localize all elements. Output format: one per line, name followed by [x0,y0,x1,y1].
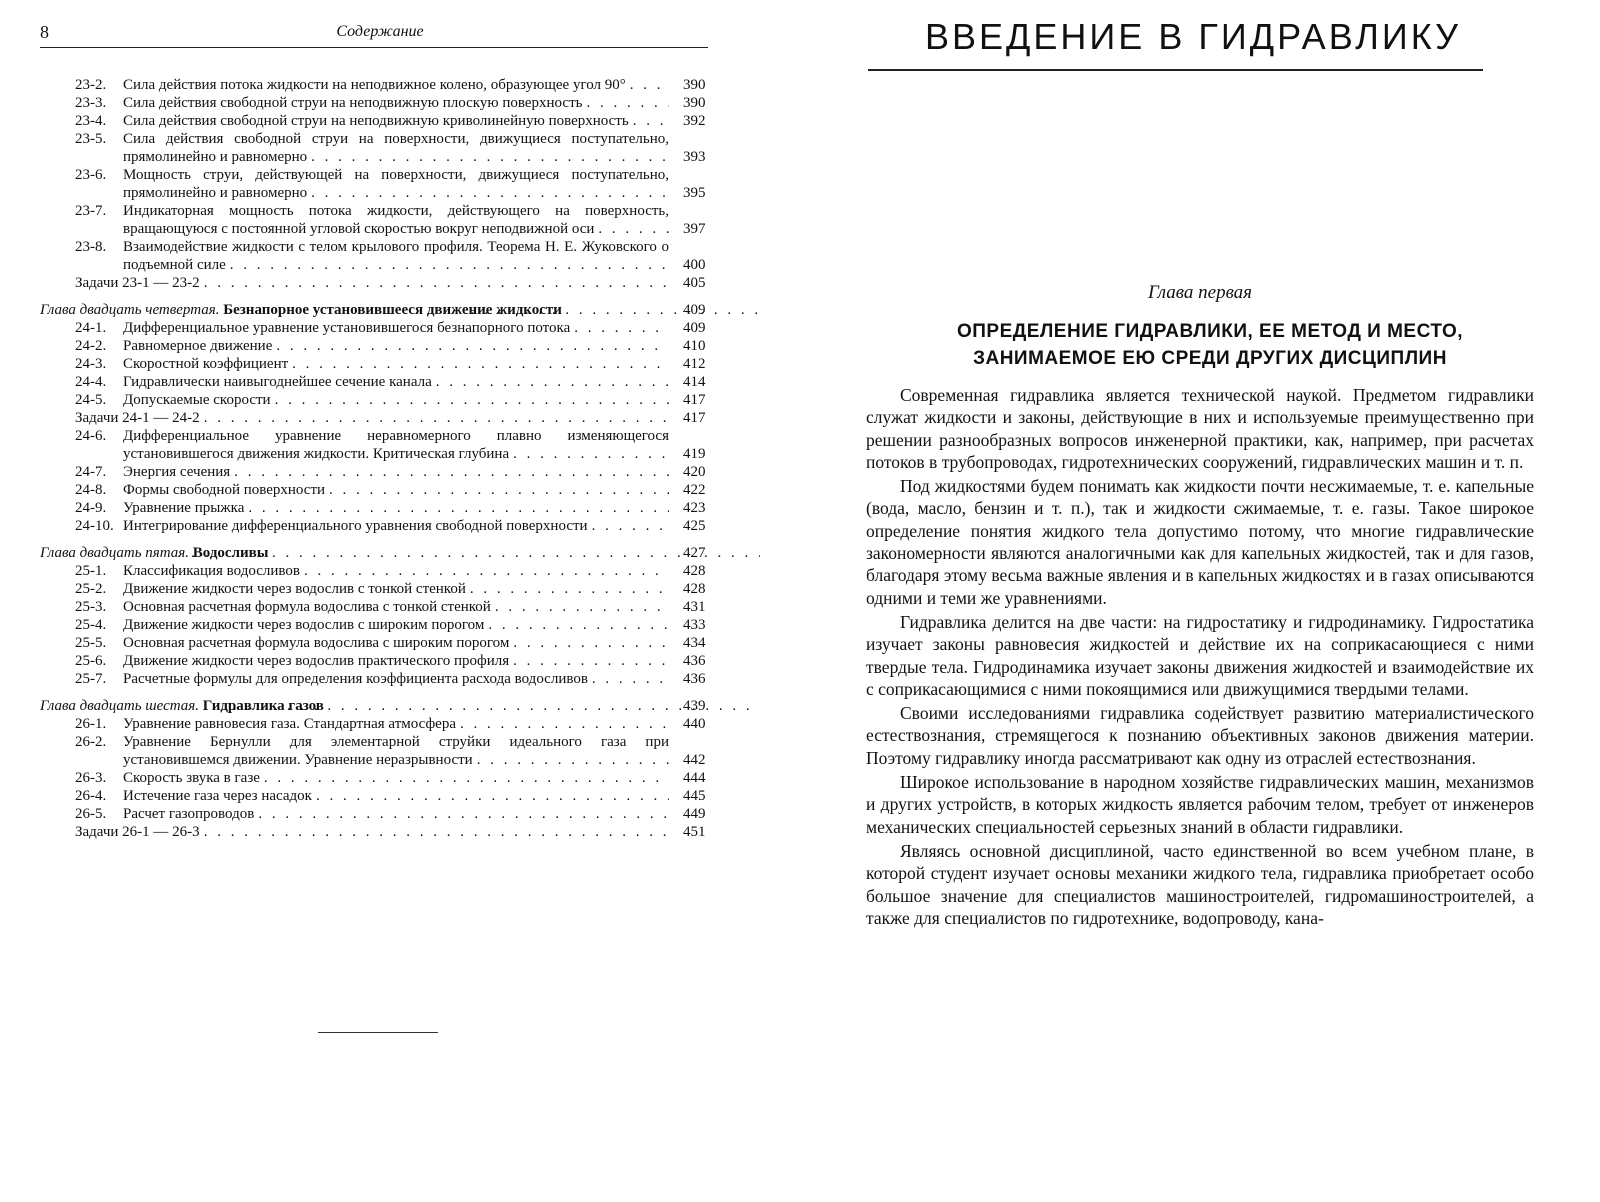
toc-entry [0,238,760,274]
table-of-contents [0,76,760,841]
page-ref: 439 [683,698,706,714]
toc-text [123,391,669,409]
toc-text [123,463,669,481]
header-rule [40,47,708,48]
section-title: Уравнение прыжка . . . [123,500,244,516]
chapter-title [880,318,1540,372]
section-number: 24-9. [75,500,107,516]
page-ref: 427 [683,545,706,561]
running-head: Содержание [336,23,424,40]
toc-entry [0,481,760,499]
section-title: Задачи 26-1 — 26-3 . . . [75,824,200,840]
toc-entry [0,319,760,337]
toc-entry [0,202,760,238]
page-ref: 434 [683,635,706,651]
toc-entry [0,274,760,292]
section-number: 26-1. [75,716,107,732]
section-title: Движение жидкости через водослив с широким порогом . . . [123,617,484,633]
chapter-label: Глава двадцать четвертая. [40,302,220,318]
toc-entry [0,634,760,652]
page-ref: 445 [683,788,706,804]
chapter-name: Водосливы [192,545,269,561]
page-ref: 397 [683,221,706,237]
toc-text [123,238,669,274]
toc-text [123,337,669,355]
toc-text [123,94,669,112]
section-number: 23-4. [75,113,107,129]
toc-entry [0,355,760,373]
section-number: 25-5. [75,635,107,651]
part-title: ВВЕДЕНИЕ В ГИДРАВЛИКУ [925,16,1462,57]
section-title: Взаимодействие жидкости с телом крылового профиля. Теорема Н. Е. Жуковского о подъемной силе . . . [123,239,669,273]
section-number: 25-2. [75,581,107,597]
section-title: Энергия сечения . . . [123,464,230,480]
toc-text [123,652,669,670]
toc-entry [0,787,760,805]
toc-entry [0,733,760,769]
page-ref: 417 [683,392,706,408]
toc-text [40,301,760,319]
section-title: Уравнение Бернулли для элементарной струйки идеального газа при установившемся движении. Уравнение неразрывности . . . [123,734,669,768]
toc-entry [0,166,760,202]
toc-text [123,481,669,499]
page-ref: 412 [683,356,706,372]
page-ref: 390 [683,77,706,93]
page-ref: 431 [683,599,706,615]
section-title: Основная расчетная формула водослива с тонкой стенкой . . . [123,599,491,615]
chapter-number: Глава первая [1147,282,1253,303]
section-title: Допускаемые скорости . . . [123,392,271,408]
page-number: 8 [40,22,49,42]
page-ref: 392 [683,113,706,129]
section-title: Скоростной коэффициент . . . [123,356,288,372]
section-title: Сила действия свободной струи на поверхности, движущиеся поступательно, прямолинейно и равномерно . . . [123,131,669,165]
toc-text [123,112,669,130]
page-ref: 409 [683,320,706,336]
page-ref: 414 [683,374,706,390]
toc-text [123,670,669,688]
toc-entry [0,580,760,598]
page-ref: 395 [683,185,706,201]
page-ref: 422 [683,482,706,498]
toc-text [123,616,669,634]
section-number: 24-2. [75,338,107,354]
toc-text [123,598,669,616]
section-number: 23-7. [75,203,107,219]
toc-chapter [0,697,760,715]
paragraph: Под жидкостями будем понимать как жидкости почти несжимаемые, т. е. капельные (вода, масло, бензин и т. п.), так и жидкости сжимаемые, т. е. газы. Такое широкое определение понятия жидкого тела допустимо потому, что многие гидравлические закономерности являются аналогичными как для капельных жидкостей, так и для газов, благодаря этому весьма важные явления и в капельных жидкостях и в газах описываются одними и теми же уравнениями. [866,476,1534,608]
section-number: 24-8. [75,482,107,498]
toc-entry [0,598,760,616]
page-ref: 417 [683,410,706,426]
section-title: Скорость звука в газе . . . [123,770,260,786]
page-ref: 451 [683,824,706,840]
section-title: Задачи 24-1 — 24-2 . . . [75,410,200,426]
page-ref: 420 [683,464,706,480]
toc-text [40,697,760,715]
section-title: Гидравлически наивыгоднейшее сечение канала . . . [123,374,432,390]
toc-entry [0,517,760,535]
toc-text [123,769,669,787]
toc-text [123,517,669,535]
toc-entry [0,112,760,130]
page-ref: 405 [683,275,706,291]
toc-entry [0,373,760,391]
toc-chapter [0,301,760,319]
toc-entry [0,463,760,481]
page-ref: 400 [683,257,706,273]
section-title: Сила действия свободной струи на неподвижную плоскую поверхность . . . [123,95,582,111]
toc-text [123,373,669,391]
toc-text [123,319,669,337]
toc-text [75,409,669,427]
toc-text [123,499,669,517]
page-ref: 390 [683,95,706,111]
chapter-name: Гидравлика газов [202,698,324,714]
page-ref: 419 [683,446,706,462]
section-title: Формы свободной поверхности . . . [123,482,325,498]
toc-entry [0,670,760,688]
section-title: Дифференциальное уравнение неравномерного плавно изменяющегося установившегося движения жидкости. Критическая глубина . . . [123,428,669,462]
toc-text [123,787,669,805]
end-rule [318,1032,438,1033]
toc-text [123,562,669,580]
toc-text [123,130,669,166]
section-number: 25-4. [75,617,107,633]
section-number: 26-5. [75,806,107,822]
section-title: Индикаторная мощность потока жидкости, действующего на поверхность, вращающуюся с постоянной угловой скоростью вокруг неподвижной оси . . . [123,203,669,237]
page-ref: 433 [683,617,706,633]
section-title: Задачи 23-1 — 23-2 . . . [75,275,200,291]
toc-entry [0,562,760,580]
toc-text [123,715,669,733]
toc-text [75,274,669,292]
paragraph: Являясь основной дисциплиной, часто единственной во всем учебном плане, в которой студент изучает основы механики жидкого тела, гидравлика приобретает особо большое значение для специалистов машиностроителей, гидромашиностроителей, а также для специалистов по гидротехнике, водопроводу, кана- [866,840,1534,928]
section-number: 26-2. [75,734,107,750]
section-number: 23-3. [75,95,107,111]
chapter-title-line: ОПРЕДЕЛЕНИЕ ГИДРАВЛИКИ, ЕЕ МЕТОД И МЕСТО, [956,321,1464,342]
section-title: Сила действия потока жидкости на неподвижное колено, образующее угол 90° . . . [123,77,626,93]
section-number: 23-6. [75,167,107,183]
page-ref: 442 [683,752,706,768]
toc-text [123,76,669,94]
chapter-label: Глава двадцать шестая. [40,698,199,714]
toc-entry [0,715,760,733]
paragraph: Широкое использование в народном хозяйстве гидравлических машин, механизмов и других устройств, в которых жидкость является рабочим телом, требует от инженеров механических специальностей серьезных знаний в области гидравлики. [866,772,1534,837]
toc-entry [0,823,760,841]
section-title: Интегрирование дифференциального уравнения свободной поверхности . . . [123,518,588,534]
toc-text [123,805,669,823]
section-title: Расчетные формулы для определения коэффициента расхода водосливов . . . [123,671,588,687]
toc-text [123,355,669,373]
toc-text [123,634,669,652]
toc-text [123,202,669,238]
section-number: 26-3. [75,770,107,786]
toc-text [123,166,669,202]
section-title: Движение жидкости через водослив с тонкой стенкой . . . [123,581,466,597]
chapter-label: Глава двадцать пятая. [40,545,190,561]
page-ref: 436 [683,671,706,687]
toc-entry [0,616,760,634]
toc-entry [0,130,760,166]
section-title: Мощность струи, действующей на поверхности, движущиеся поступательно, прямолинейно и равномерно . . . [123,167,669,201]
toc-entry [0,391,760,409]
section-number: 24-3. [75,356,107,372]
section-number: 24-5. [75,392,107,408]
toc-entry [0,427,760,463]
section-number: 25-7. [75,671,107,687]
toc-entry [0,805,760,823]
page-ref: 449 [683,806,706,822]
title-rule [868,69,1483,71]
section-number: 23-8. [75,239,107,255]
section-number: 26-4. [75,788,107,804]
section-title: Движение жидкости через водослив практического профиля . . . [123,653,509,669]
toc-entry [0,76,760,94]
page-ref: 436 [683,653,706,669]
chapter-title-line: ЗАНИМАЕМОЕ ЕЮ СРЕДИ ДРУГИХ ДИСЦИПЛИН [973,348,1447,369]
page-ref: 410 [683,338,706,354]
page-ref: 423 [683,500,706,516]
toc-entry [0,499,760,517]
toc-entry [0,652,760,670]
page-ref: 444 [683,770,706,786]
section-title: Классификация водосливов . . . [123,563,300,579]
toc-text [123,427,669,463]
toc-text [75,823,669,841]
section-title: Расчет газопроводов . . . [123,806,254,822]
toc-entry [0,769,760,787]
section-title: Истечение газа через насадок . . . [123,788,312,804]
section-number: 24-4. [75,374,107,390]
page-ref: 440 [683,716,706,732]
section-title: Дифференциальное уравнение установившегося безнапорного потока . . . [123,320,570,336]
toc-text [123,580,669,598]
section-title: Основная расчетная формула водослива с широким порогом . . . [123,635,509,651]
toc-entry [0,337,760,355]
toc-text [40,544,760,562]
toc-entry [0,409,760,427]
section-number: 24-10. [75,518,114,534]
section-title: Сила действия свободной струи на неподвижную криволинейную поверхность . . . [123,113,629,129]
page-ref: 425 [683,518,706,534]
toc-text [123,733,669,769]
section-title: Уравнение равновесия газа. Стандартная атмосфера . . . [123,716,456,732]
left-page [0,0,760,1202]
section-number: 24-1. [75,320,107,336]
paragraph: Современная гидравлика является технической наукой. Предметом гидравлики служат жидкости и законы, действующие в них и используемые преимущественно при решении разнообразных вопросов инженерной практики, как, например, при расчетах потоков в трубопроводах, гидротехнических сооружений, гидравлических машин и т. п. [866,385,1534,472]
page-ref: 393 [683,149,706,165]
body-text [866,384,1534,931]
section-title: Равномерное движение . . . [123,338,272,354]
page-ref: 428 [683,581,706,597]
section-number: 23-5. [75,131,107,147]
page-ref: 428 [683,563,706,579]
toc-entry [0,94,760,112]
chapter-name: Безнапорное установившееся движение жидкости [223,302,562,318]
paragraph: Своими исследованиями гидравлика содействует развитию материалистического естествознания, стремящегося к познанию объективных законов движения материи. Поэтому гидравлику иногда рассматривают как одну из отраслей естествознания. [866,703,1534,768]
section-number: 23-2. [75,77,107,93]
section-number: 24-7. [75,464,107,480]
toc-chapter [0,544,760,562]
section-number: 25-6. [75,653,107,669]
paragraph: Гидравлика делится на две части: на гидростатику и гидродинамику. Гидростатика изучает законы равновесия жидкостей и действие их на соприкасающиеся с ними твердые тела. Гидродинамика изучает законы движения жидкостей и взаимодействие их с соприкасающимися с ними покоящимися или движущимися твердыми телами. [866,611,1534,699]
right-page [800,0,1600,1202]
section-number: 24-6. [75,428,107,444]
page-ref: 409 [683,302,706,318]
section-number: 25-3. [75,599,107,615]
section-number: 25-1. [75,563,107,579]
